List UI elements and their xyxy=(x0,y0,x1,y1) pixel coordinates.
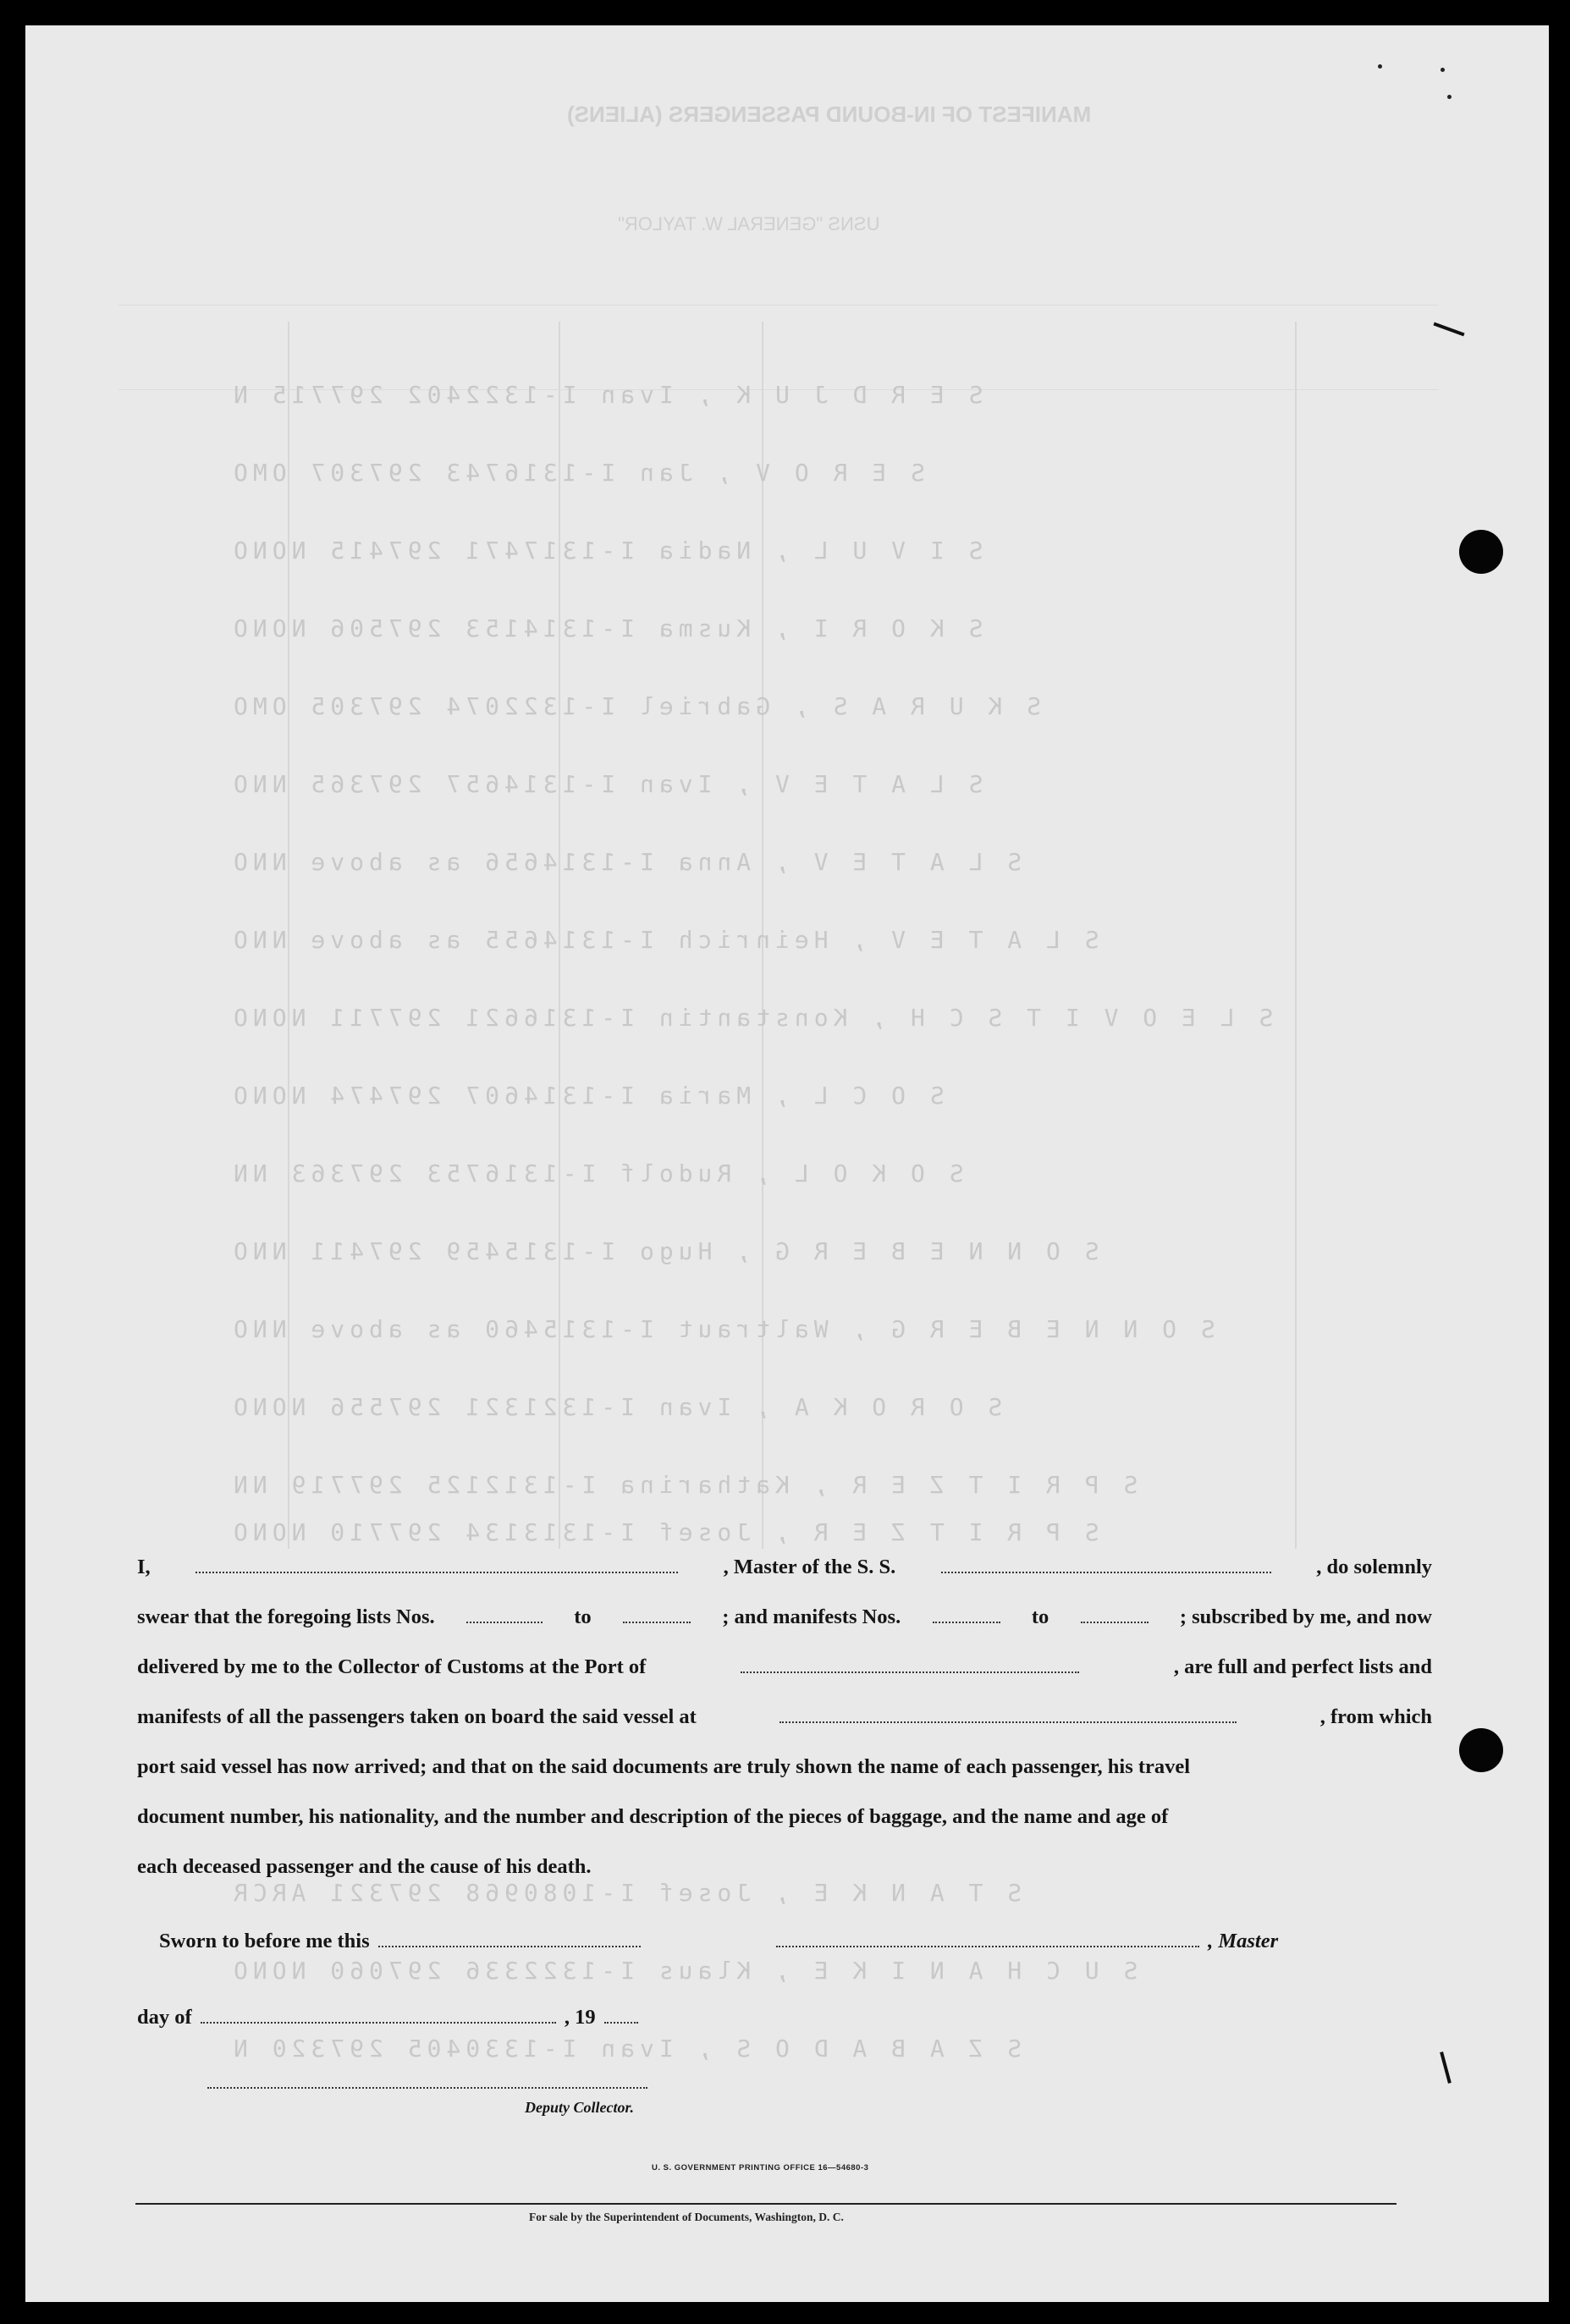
bleed-through-row: S O R O K A , Ivan I-1321321 297556 NONO xyxy=(229,1393,1003,1421)
bleed-through-row: S T A N K E , Josef I-1080968 297321 ARCR xyxy=(229,1879,1022,1907)
oath-text: , do solemnly xyxy=(1316,1556,1432,1578)
oath-text: each deceased passenger and the cause of his death. xyxy=(137,1855,592,1878)
oath-text: port said vessel has now arrived; and that on the said documents are truly shown the name of each passenger, his travel xyxy=(137,1755,1191,1778)
bleed-through-row: S E R D J U K , Ivan I-1322402 297715 N xyxy=(229,381,983,409)
blank-list-to xyxy=(623,1606,691,1623)
bleed-through-row: S L E O V I T S C H , Konstantin I-1316621 297711 NONO xyxy=(229,1004,1274,1032)
bottom-rule xyxy=(135,2203,1396,2205)
year-label: , 19 xyxy=(564,2006,596,2029)
oath-text: , from which xyxy=(1319,1705,1432,1728)
bleed-through-row: S K O R I , Kusma I-1314153 297506 NONO xyxy=(229,614,983,642)
punch-hole xyxy=(1459,1728,1503,1772)
blank-deputy-signature xyxy=(207,2072,647,2089)
blank-name xyxy=(196,1556,678,1573)
bleed-through-row: S L A T E V , Anna I-1314656 as above NNO xyxy=(229,848,1022,876)
oath-text: ; and manifests Nos. xyxy=(722,1605,901,1628)
bleed-through-row: S L A T E V , Heinrich I-1314655 as above NNO xyxy=(229,926,1099,954)
oath-paragraph xyxy=(137,1556,1432,1905)
oath-line xyxy=(137,1755,1432,1805)
bleed-through-row: S L A T E V , Ivan I-1314657 297365 NNO xyxy=(229,770,983,798)
blank-manifest-from xyxy=(933,1606,1000,1623)
document-page xyxy=(25,25,1549,2302)
blank-vessel xyxy=(941,1556,1271,1573)
blank-departure-port xyxy=(779,1706,1237,1723)
column-rule xyxy=(1295,322,1297,1549)
pencil-mark xyxy=(1440,2051,1452,2084)
oath-line xyxy=(137,1605,1432,1655)
sworn-row xyxy=(159,1930,1429,1953)
oath-line xyxy=(137,1705,1432,1755)
punch-hole xyxy=(1459,530,1503,574)
day-of-label: day of xyxy=(137,2006,192,2029)
gpo-imprint: U. S. GOVERNMENT PRINTING OFFICE 16—54680-3 xyxy=(652,2163,869,2173)
bleed-through-row: S P R I T Z E R , Josef I-1313134 297710 NONO xyxy=(229,1518,1099,1546)
bleed-through-row: S Z A B A D O S , Ivan I-1330405 297320 N xyxy=(229,2035,1022,2062)
sworn-label: Sworn to before me this xyxy=(159,1930,370,1952)
row-rule xyxy=(118,305,1439,306)
bleed-through-row: S P R I T Z E R , Katharina I-1312125 297719 NN xyxy=(229,1471,1138,1499)
bleed-through-header: MANIFEST OF IN-BOUND PASSENGERS (ALIENS) xyxy=(567,102,1092,127)
bleed-through-vessel: USNS "GENERAL W. TAYLOR" xyxy=(618,213,880,234)
oath-line xyxy=(137,1556,1432,1605)
oath-text: ; subscribed by me, and now xyxy=(1179,1605,1432,1628)
speck xyxy=(1441,68,1445,72)
oath-text: , are full and perfect lists and xyxy=(1173,1655,1432,1678)
oath-line xyxy=(137,1655,1432,1705)
deputy-collector-label: Deputy Collector. xyxy=(525,2099,634,2116)
bleed-through-row: S O K O L , Rudolf I-1316753 297363 NN xyxy=(229,1159,964,1187)
oath-line xyxy=(137,1805,1432,1855)
blank-day xyxy=(201,2007,556,2024)
blank-year xyxy=(604,2007,638,2024)
blank-port xyxy=(741,1656,1079,1673)
speck xyxy=(1378,64,1382,69)
bleed-through-row: S O N N E B E R G , Waltraut I-1315460 as above NNO xyxy=(229,1315,1215,1343)
blank-master-signature xyxy=(776,1930,1199,1947)
bleed-through-row: S K U R A S , Gabriel I-1322074 297305 OMO xyxy=(229,692,1042,720)
oath-text: document number, his nationality, and the number and description of the pieces of baggage, and the name and age of xyxy=(137,1805,1169,1828)
bleed-through-row: S O N N E B E R G , Hugo I-1315459 297411 NNO xyxy=(229,1237,1099,1265)
oath-text: delivered by me to the Collector of Customs at the Port of xyxy=(137,1655,647,1678)
oath-text: to xyxy=(574,1605,592,1628)
oath-text: , Master of the S. S. xyxy=(723,1556,896,1578)
blank-manifest-to xyxy=(1081,1606,1149,1623)
for-sale-notice: For sale by the Superintendent of Documents, Washington, D. C. xyxy=(529,2211,844,2223)
speck xyxy=(1447,95,1452,99)
bleed-through-row: S E R O V , Jan I-1316743 297307 OMO xyxy=(229,459,925,487)
pencil-mark xyxy=(1433,322,1464,337)
bleed-through-row: S U C H A N I K E , Klaus I-1322336 297060 NONO xyxy=(229,1957,1138,1985)
blank-sworn-date xyxy=(378,1930,641,1947)
blank-list-from xyxy=(466,1606,543,1623)
bleed-through-row: S O C L , Maria I-1314607 297474 NONO xyxy=(229,1082,945,1110)
oath-text: I, xyxy=(137,1556,151,1578)
oath-line xyxy=(137,1855,1432,1905)
oath-text: to xyxy=(1031,1605,1049,1628)
master-label: , Master xyxy=(1208,1930,1279,1952)
oath-text: manifests of all the passengers taken on board the said vessel at xyxy=(137,1705,697,1728)
bleed-through-row: S I V U L , Nadia I-1317471 297415 NONO xyxy=(229,537,983,564)
day-row xyxy=(137,2006,1407,2029)
oath-text: swear that the foregoing lists Nos. xyxy=(137,1605,435,1628)
